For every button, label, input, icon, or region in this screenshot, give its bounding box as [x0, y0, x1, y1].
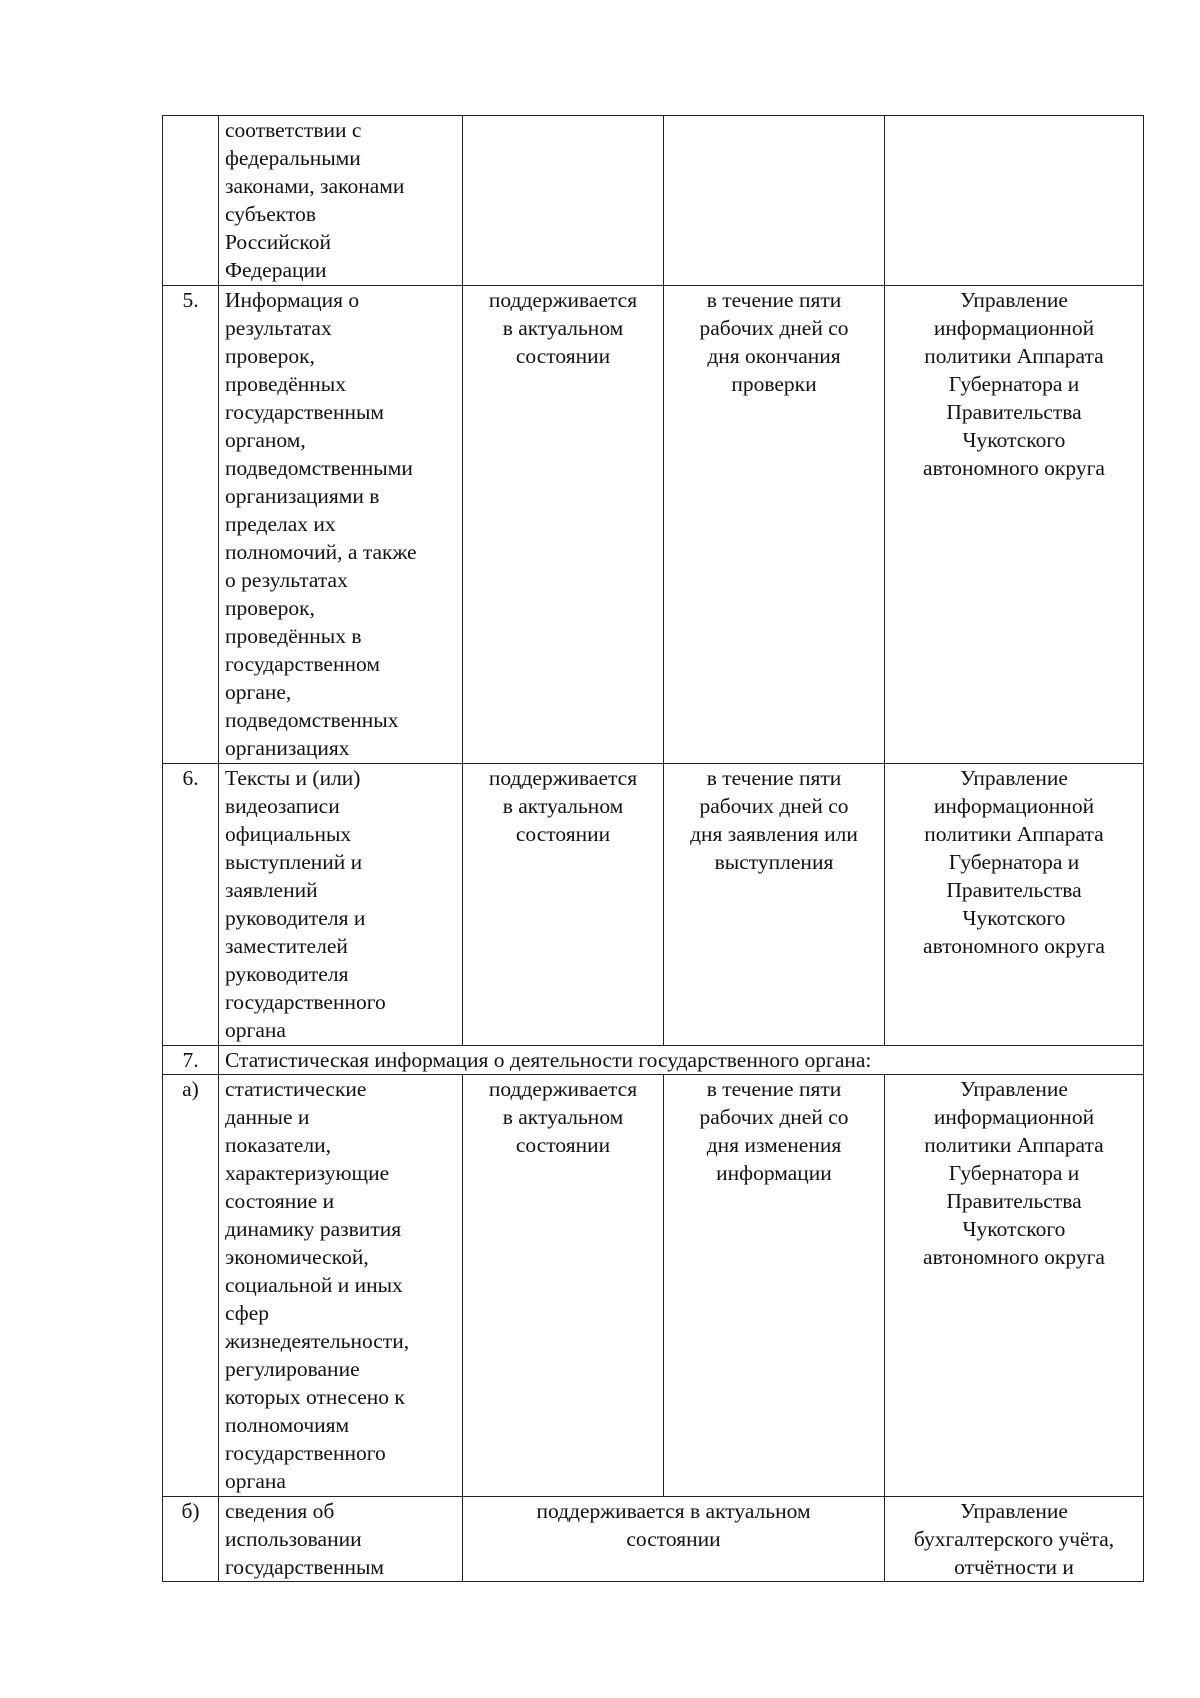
responsible-unit: Управление информационной политики Аппарата Губернатора и Правительства Чукотского автономного округа	[885, 1075, 1144, 1497]
row-number: 7.	[163, 1046, 219, 1075]
table-row	[163, 1075, 1144, 1497]
info-name: соответствии с федеральными законами, законами субъектов Российской Федерации	[219, 116, 463, 286]
update-condition: поддерживается в актуальном состоянии	[463, 764, 664, 1046]
row-number: б)	[163, 1497, 219, 1582]
row-number: 6.	[163, 764, 219, 1046]
update-term: в течение пяти рабочих дней со дня изменения информации	[664, 1075, 885, 1497]
responsible-unit: Управление бухгалтерского учёта, отчётности и	[885, 1497, 1144, 1582]
info-name: Информация о результатах проверок, проведённых государственным органом, подведомственными организациями в пределах их полномочий, а также о результатах проверок, проведённых в государственном органе, подведомственных организациях	[219, 286, 463, 764]
update-condition: поддерживается в актуальном состоянии	[463, 1075, 664, 1497]
table-row	[163, 1497, 1144, 1582]
publication-schedule-table	[162, 115, 1144, 1582]
update-condition: поддерживается в актуальном состоянии	[463, 286, 664, 764]
table-row	[163, 764, 1144, 1046]
row-number	[163, 116, 219, 286]
section-heading: Статистическая информация о деятельности государственного органа:	[219, 1046, 1144, 1075]
info-name: Тексты и (или) видеозаписи официальных выступлений и заявлений руководителя и заместителей руководителя государственного органа	[219, 764, 463, 1046]
update-term	[664, 116, 885, 286]
update-condition-term: поддерживается в актуальном состоянии	[463, 1497, 885, 1582]
info-name: сведения об использовании государственным	[219, 1497, 463, 1582]
update-term: в течение пяти рабочих дней со дня окончания проверки	[664, 286, 885, 764]
responsible-unit: Управление информационной политики Аппарата Губернатора и Правительства Чукотского автономного округа	[885, 286, 1144, 764]
info-name: статистические данные и показатели, характеризующие состояние и динамику развития экономической, социальной и иных сфер жизнедеятельности, регулирование которых отнесено к полномочиям государственного органа	[219, 1075, 463, 1497]
table-row	[163, 116, 1144, 286]
row-number: а)	[163, 1075, 219, 1497]
table-row	[163, 286, 1144, 764]
update-condition	[463, 116, 664, 286]
update-term: в течение пяти рабочих дней со дня заявления или выступления	[664, 764, 885, 1046]
table-row	[163, 1046, 1144, 1075]
responsible-unit: Управление информационной политики Аппарата Губернатора и Правительства Чукотского автономного округа	[885, 764, 1144, 1046]
row-number: 5.	[163, 286, 219, 764]
responsible-unit	[885, 116, 1144, 286]
